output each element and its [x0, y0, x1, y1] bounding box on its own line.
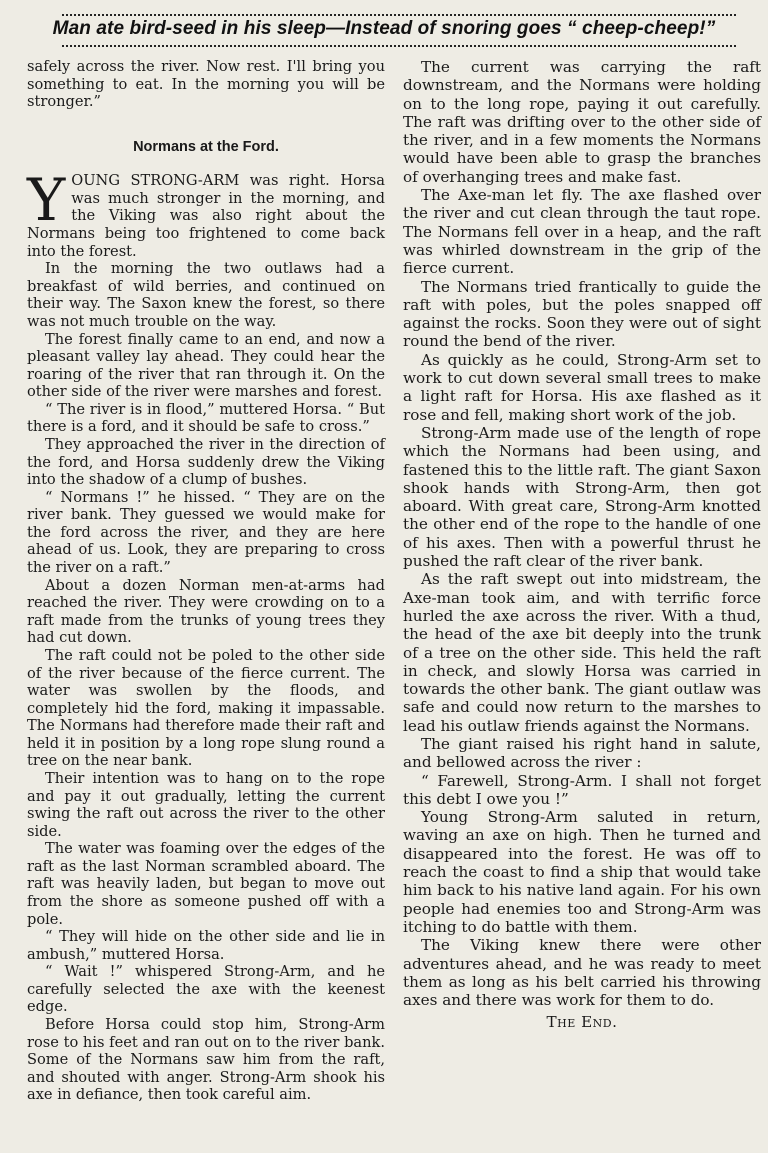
page-banner [0, 0, 768, 50]
paragraph-14: The current was carrying the raft downstream, and the Normans were holding on to the long rope, paying it out carefully. The raft was drifting over to the other side of the river, and in a few moments the Normans would have been able to grasp the branches of overhanging trees and make fast. [403, 58, 761, 186]
paragraph-4: “ The river is in flood,” muttered Horsa. “ But there is a ford, and it should be safe to cross.” [27, 400, 385, 436]
chapter-heading: Normans at the Ford. [133, 138, 279, 155]
paragraph-3: The forest finally came to an end, and now a pleasant valley lay ahead. They could hear the roaring of the river that ran through it. On the other side of the river were marshes and forest. [27, 330, 385, 401]
paragraph-23: The Viking knew there were other adventures ahead, and he was ready to meet them as long as his belt carried his throwing axes and there was work for them to do. [403, 936, 761, 1010]
paragraph-19: As the raft swept out into midstream, the Axe-man took aim, and with terrific force hurled the axe across the river. With a thud, the head of the axe bit deeply into the trunk of a tree on the other side. This held the raft in check, and slowly Horsa was carried in towards the other bank. The giant outlaw was safe and could now return to the marshes to lead his outlaw friends against the Normans. [403, 570, 761, 735]
paragraph-7: About a dozen Norman men-at-arms had reached the river. They were crowding on to a raft made from the trunks of young trees they had cut down. [27, 576, 385, 647]
paragraph-20: The giant raised his right hand in salute, and bellowed across the river : [403, 734, 761, 772]
paragraph-15: The Axe-man let fly. The axe flashed over the river and cut clean through the taut rope. The Normans fell over in a heap, and the raft was whirled downstream in the grip of the fierce current. [403, 186, 761, 278]
banner-rule-bottom [62, 45, 736, 47]
paragraph-18: Strong-Arm made use of the length of rope which the Normans had been using, and fastened this to the little raft. The giant Saxon shook hands with Strong-Arm, then got aboard. With great care, Strong-Arm knotted the other end of the rope to the handle of one of his axes. Then with a powerful thrust he pushed the raft clear of the river bank. [403, 423, 761, 571]
left-column [27, 58, 385, 1104]
the-end-label: The End. [546, 1013, 618, 1032]
paragraph-17: As quickly as he could, Strong-Arm set to work to cut down several small trees to make a light raft for Horsa. His axe flashed as it rose and fell, making short work of the job. [403, 350, 761, 424]
paragraph-9: Their intention was to hang on to the rope and pay it out gradually, letting the current swing the raft out across the river to the other side. [27, 769, 385, 840]
paragraph-intro: safely across the river. Now rest. I'll bring you something to eat. In the morning you will be stronger.” [27, 58, 385, 111]
paragraph-22: Young Strong-Arm saluted in return, waving an axe on high. Then he turned and disappeared into the forest. He was off to reach the coast to find a ship that would take him back to his native land again. For his own people had enemies too and Strong-Arm was itching to do battle with them. [403, 808, 761, 936]
paragraph-1 [27, 166, 385, 260]
paragraph-10: The water was foaming over the edges of the raft as the last Norman scrambled aboard. The raft was heavily laden, but began to move out from the shore as someone pushed off with a pole. [27, 840, 385, 928]
paragraph-16: The Normans tried frantically to guide the raft with poles, but the poles snapped off against the rocks. Soon they were out of sight round the bend of the river. [403, 277, 761, 351]
banner-headline: Man ate bird-seed in his sleep—Instead of snoring goes “ cheep-cheep!” [52, 18, 716, 39]
paragraph-11: “ They will hide on the other side and lie in ambush,” muttered Horsa. [27, 928, 385, 963]
paragraph-12: “ Wait !” whispered Strong-Arm, and he carefully selected the axe with the keenest edge. [27, 963, 385, 1016]
paragraph-8: The raft could not be poled to the other side of the river because of the fierce current. The water was swollen by the floods, and completely hid the ford, making it impassable. The Normans had therefore made their raft and held it in position by a long rope slung round a tree on the near bank. [27, 646, 385, 770]
paragraph-21: “ Farewell, Strong-Arm. I shall not forget this debt I owe you !” [403, 771, 761, 808]
right-column [403, 58, 761, 1032]
paragraph-6: “ Normans !” he hissed. “ They are on the river bank. They guessed we would make for the ford across the river, and they are here ahead of us. Look, they are preparing to cross the river on a raft.” [27, 488, 385, 577]
banner-rule-top [62, 14, 736, 16]
paragraph-5: They approached the river in the direction of the ford, and Horsa suddenly drew the Viking into the shadow of a clump of bushes. [27, 435, 385, 489]
drop-cap: Y [27, 166, 66, 235]
paragraph-2: In the morning the two outlaws had a breakfast of wild berries, and continued on their way. The Saxon knew the forest, so there was not much trouble on the way. [27, 260, 385, 330]
paragraph-13: Before Horsa could stop him, Strong-Arm rose to his feet and ran out on to the river bank. Some of the Normans saw him from the raft, and shouted with anger. Strong-Arm shook his axe in defiance, then took careful aim. [27, 1016, 385, 1104]
paragraph-1-text: OUNG STRONG-ARM was right. Horsa was much stronger in the morning, and the Viking was also right about the Normans being too frightened to come back into the forest. [27, 172, 385, 260]
